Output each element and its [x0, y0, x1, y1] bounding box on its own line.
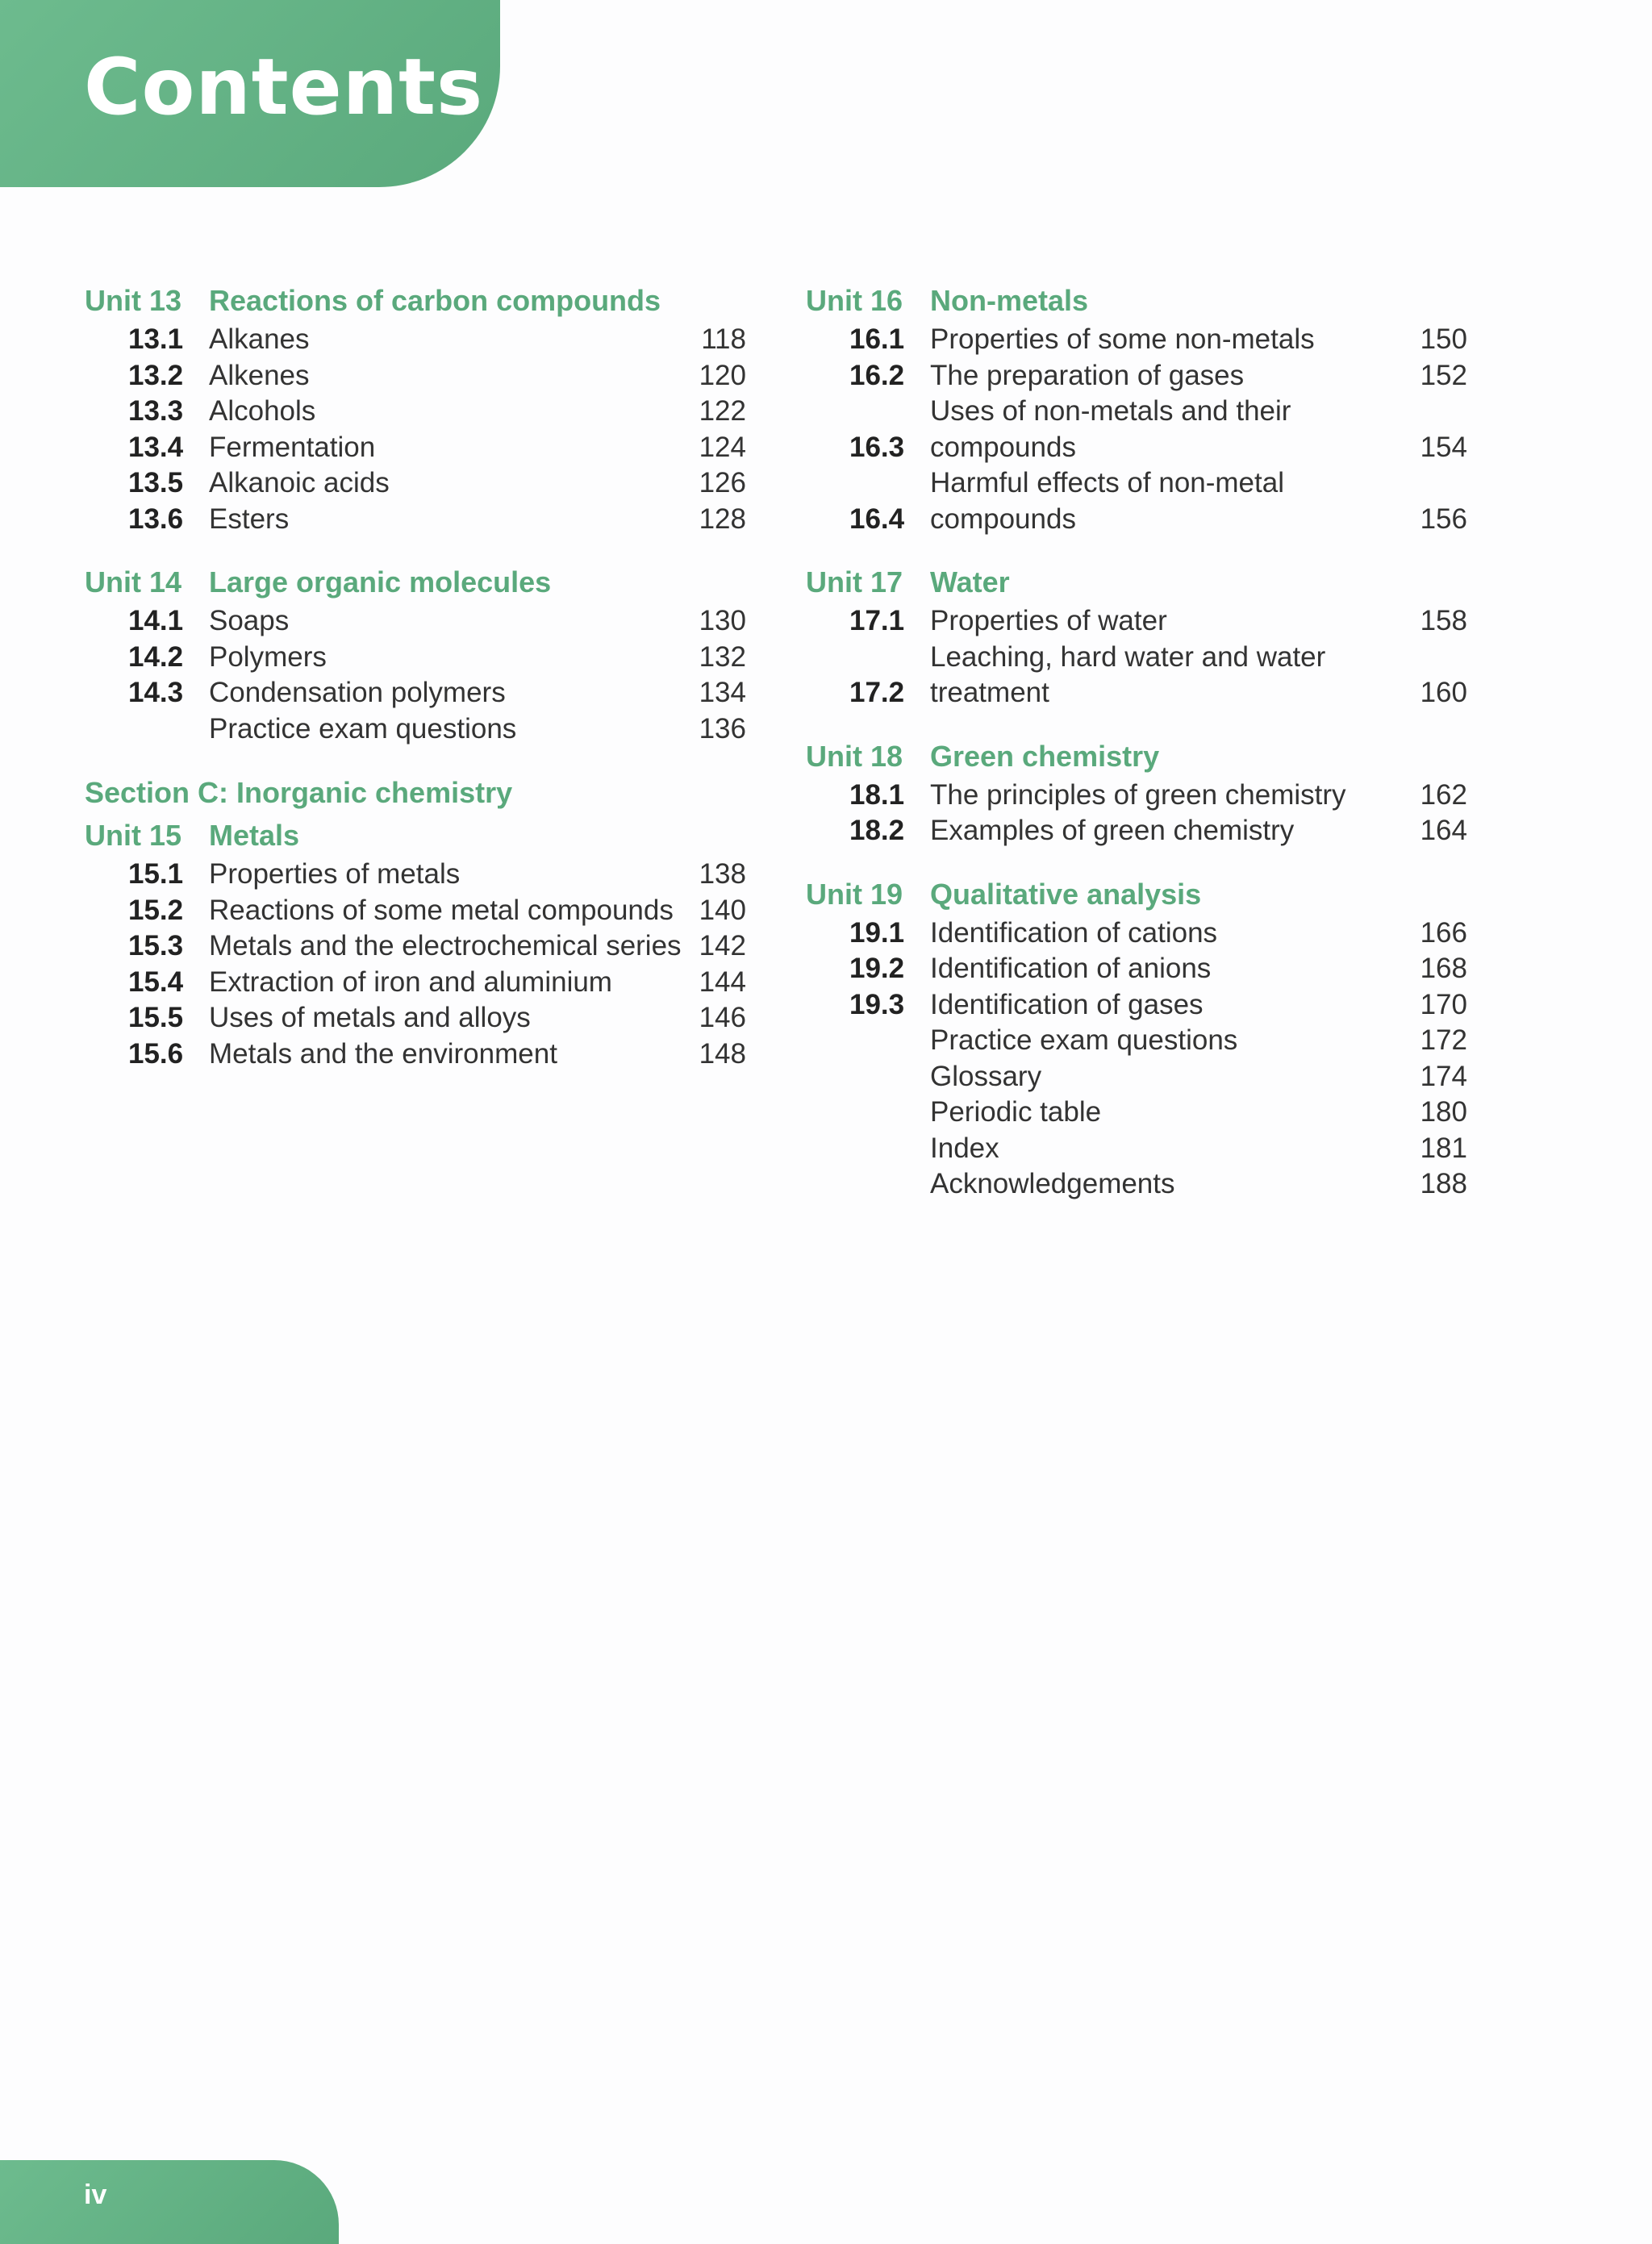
entry-page: 181 [1420, 1132, 1467, 1164]
entry-page: 172 [1420, 1024, 1467, 1056]
toc-entry[interactable] [806, 358, 1467, 394]
toc-entry[interactable] [85, 430, 746, 466]
toc-unit [85, 280, 746, 537]
toc-entry[interactable] [806, 465, 1467, 537]
entry-title: Uses of non-metals and their compounds [930, 395, 1291, 463]
toc-entry[interactable] [85, 502, 746, 538]
toc-entry[interactable] [85, 857, 746, 893]
entry-title: Properties of some non-metals [930, 323, 1315, 355]
entry-page: 170 [1420, 988, 1467, 1020]
entry-page: 128 [699, 503, 746, 535]
entry-title: Reactions of some metal compounds [209, 894, 674, 926]
entry-number: 19.2 [849, 953, 905, 984]
entry-page: 168 [1420, 953, 1467, 984]
entry-page: 164 [1420, 815, 1467, 846]
toc-entry[interactable] [85, 322, 746, 358]
toc-entry[interactable] [806, 640, 1467, 711]
entry-number: 14.3 [128, 677, 184, 708]
entry-title: The principles of green chemistry [930, 778, 1346, 811]
entry-number: 18.1 [849, 778, 905, 811]
unit-heading [85, 280, 746, 322]
entry-title: Practice exam questions [930, 1024, 1238, 1056]
toc-entry[interactable] [806, 778, 1467, 814]
entry-title: Examples of green chemistry [930, 815, 1295, 846]
unit-heading [85, 815, 746, 857]
unit-number: Unit 13 [85, 284, 182, 317]
entry-title: Metals and the electrochemical series [209, 930, 682, 961]
toc-unit [85, 561, 746, 747]
toc-entry[interactable] [806, 987, 1467, 1024]
entry-number: 16.2 [849, 359, 905, 391]
entry-number: 19.1 [849, 916, 905, 949]
entry-number: 18.2 [849, 815, 905, 846]
toc-entry[interactable] [85, 640, 746, 676]
entry-title: Extraction of iron and aluminium [209, 966, 612, 998]
entry-number: 13.1 [128, 323, 184, 355]
entry-title: Acknowledgements [930, 1168, 1175, 1199]
title-banner [0, 0, 500, 187]
entry-title: Uses of metals and alloys [209, 1002, 531, 1033]
toc-unit [85, 815, 746, 1072]
toc-entry[interactable] [85, 711, 746, 748]
entry-page: 148 [699, 1037, 746, 1070]
toc-entry[interactable] [806, 951, 1467, 987]
entry-number: 13.2 [128, 359, 184, 391]
toc-left-column [85, 280, 746, 1096]
entry-title: Fermentation [209, 431, 376, 463]
unit-number: Unit 18 [806, 739, 903, 773]
entry-title: The preparation of gases [930, 359, 1245, 391]
entry-page: 144 [699, 966, 746, 998]
toc-entry[interactable] [806, 1059, 1467, 1095]
unit-title: Large organic molecules [209, 565, 552, 599]
entry-page: 174 [1420, 1060, 1467, 1092]
entry-number: 13.6 [128, 503, 184, 535]
entry-title: Alkanoic acids [209, 467, 390, 498]
entry-page: 124 [699, 431, 746, 463]
unit-number: Unit 19 [806, 877, 903, 911]
entry-number: 16.3 [849, 431, 905, 463]
unit-title: Reactions of carbon compounds [209, 284, 661, 317]
unit-title: Non-metals [930, 284, 1089, 317]
entry-number: 15.3 [128, 930, 184, 961]
toc-entry[interactable] [806, 603, 1467, 640]
page-title: Contents [84, 42, 484, 132]
entry-title: Leaching, hard water and water treatment [930, 640, 1326, 708]
entry-page: 130 [699, 605, 746, 636]
entry-number: 15.2 [128, 894, 184, 926]
entry-title: Properties of water [930, 605, 1167, 636]
unit-heading [806, 874, 1467, 916]
entry-number: 14.1 [128, 605, 184, 636]
toc-entry[interactable] [85, 928, 746, 965]
entry-title: Polymers [209, 640, 327, 673]
unit-heading [85, 561, 746, 603]
entry-page: 160 [1420, 677, 1467, 708]
entry-number: 19.3 [849, 988, 905, 1020]
entry-page: 138 [699, 858, 746, 890]
unit-heading [806, 736, 1467, 778]
unit-title: Green chemistry [930, 739, 1160, 773]
toc-entry[interactable] [806, 1023, 1467, 1059]
entry-title: Soaps [209, 605, 290, 636]
entry-number: 13.4 [128, 431, 184, 463]
entry-title: Glossary [930, 1060, 1042, 1092]
toc-right-column [806, 280, 1467, 1227]
toc-entry[interactable] [85, 465, 746, 502]
entry-page: 136 [699, 712, 746, 745]
entry-page: 156 [1420, 503, 1467, 535]
entry-title: Index [930, 1132, 999, 1164]
unit-number: Unit 14 [85, 565, 182, 599]
unit-number: Unit 16 [806, 284, 903, 317]
toc-unit [806, 561, 1467, 711]
entry-page: 118 [701, 323, 746, 355]
toc-entry[interactable] [806, 813, 1467, 849]
section-heading: Section C: Inorganic chemistry [85, 776, 513, 809]
entry-number: 13.3 [128, 395, 184, 427]
unit-title: Qualitative analysis [930, 877, 1202, 911]
toc-entry[interactable] [85, 1000, 746, 1036]
entry-title: Properties of metals [209, 858, 461, 890]
entry-page: 132 [699, 640, 746, 673]
toc-entry[interactable] [85, 1036, 746, 1073]
toc-entry[interactable] [806, 394, 1467, 465]
entry-title: Alcohols [209, 395, 316, 427]
toc-unit [806, 280, 1467, 537]
unit-number: Unit 17 [806, 565, 903, 599]
entry-number: 15.5 [128, 1002, 184, 1033]
entry-number: 17.2 [849, 677, 905, 708]
entry-title: Identification of cations [930, 916, 1218, 949]
entry-title: Condensation polymers [209, 677, 506, 708]
entry-page: 166 [1420, 916, 1467, 949]
toc-entry[interactable] [806, 1166, 1467, 1203]
toc-entry[interactable] [85, 358, 746, 394]
toc-entry[interactable] [806, 322, 1467, 358]
toc-entry[interactable] [85, 893, 746, 929]
toc-unit [806, 736, 1467, 849]
toc-entry[interactable] [85, 603, 746, 640]
toc-unit [806, 874, 1467, 1203]
unit-number: Unit 15 [85, 819, 182, 852]
entry-page: 188 [1420, 1168, 1467, 1199]
page-number: iv [84, 2179, 107, 2210]
entry-page: 152 [1420, 359, 1467, 391]
entry-page: 122 [699, 395, 746, 427]
entry-number: 16.4 [849, 503, 905, 535]
entry-number: 13.5 [128, 467, 184, 498]
entry-number: 14.2 [128, 640, 184, 673]
entry-title: Identification of anions [930, 953, 1212, 984]
entry-page: 140 [699, 894, 746, 926]
entry-title: Metals and the environment [209, 1037, 557, 1070]
unit-title: Water [930, 565, 1010, 599]
entry-page: 154 [1420, 431, 1467, 463]
entry-page: 158 [1420, 605, 1467, 636]
unit-heading [806, 561, 1467, 603]
entry-page: 126 [699, 467, 746, 498]
entry-page: 180 [1420, 1096, 1467, 1128]
toc-entry[interactable] [85, 965, 746, 1001]
unit-title: Metals [209, 819, 300, 852]
entry-page: 120 [699, 359, 746, 391]
entry-title: Alkanes [209, 323, 310, 355]
toc-entry[interactable] [85, 394, 746, 430]
entry-number: 15.6 [128, 1037, 184, 1070]
entry-page: 134 [699, 677, 746, 708]
entry-number: 16.1 [849, 323, 905, 355]
entry-number: 17.1 [849, 605, 905, 636]
toc-entry[interactable] [806, 1095, 1467, 1131]
entry-title: Alkenes [209, 359, 310, 391]
entry-page: 142 [699, 930, 746, 961]
unit-heading [806, 280, 1467, 322]
toc-entry[interactable] [806, 916, 1467, 952]
entry-title: Periodic table [930, 1096, 1102, 1128]
footer-tab [0, 2160, 339, 2244]
toc-entry[interactable] [85, 675, 746, 711]
entry-title: Esters [209, 503, 290, 535]
entry-title: Harmful effects of non-metal compounds [930, 467, 1284, 535]
entry-page: 146 [699, 1002, 746, 1033]
entry-number: 15.4 [128, 966, 184, 998]
toc-entry[interactable] [806, 1131, 1467, 1167]
entry-page: 162 [1420, 778, 1467, 811]
entry-page: 150 [1420, 323, 1467, 355]
entry-title: Identification of gases [930, 988, 1204, 1020]
entry-title: Practice exam questions [209, 712, 517, 745]
entry-number: 15.1 [128, 858, 184, 890]
